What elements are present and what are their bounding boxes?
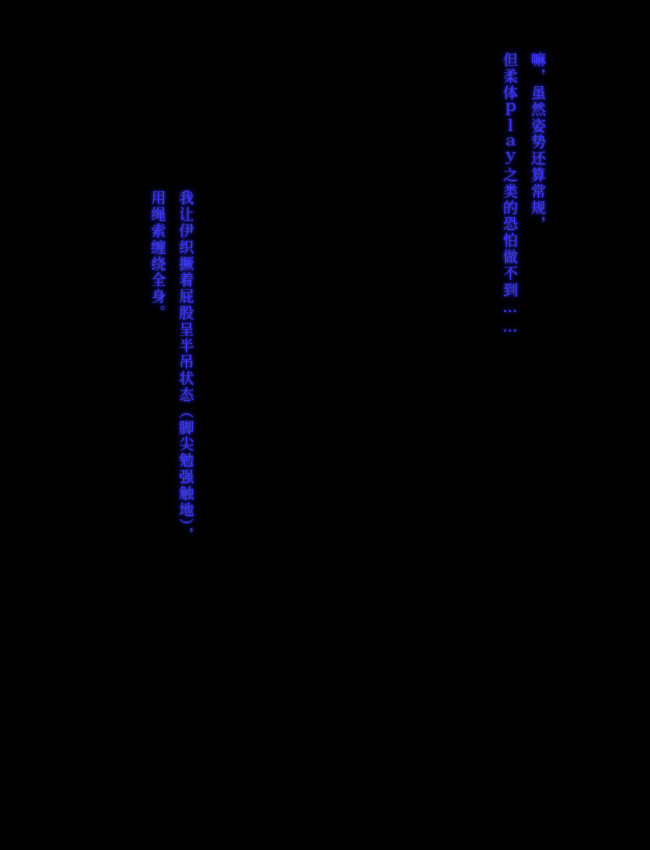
text-column: 嘛，虽然姿势还算常规，: [529, 52, 547, 233]
text-column: 用绳索缠绕全身。: [149, 190, 167, 322]
text-block-middle-left: [140, 190, 196, 750]
text-column: 我让伊织撅着屁股呈半吊状态（脚尖勉强触地），: [177, 190, 195, 544]
text-block-upper-right: [492, 52, 548, 522]
text-column: 但柔体ｐｌａｙ之类的恐怕做不到……: [501, 52, 519, 337]
